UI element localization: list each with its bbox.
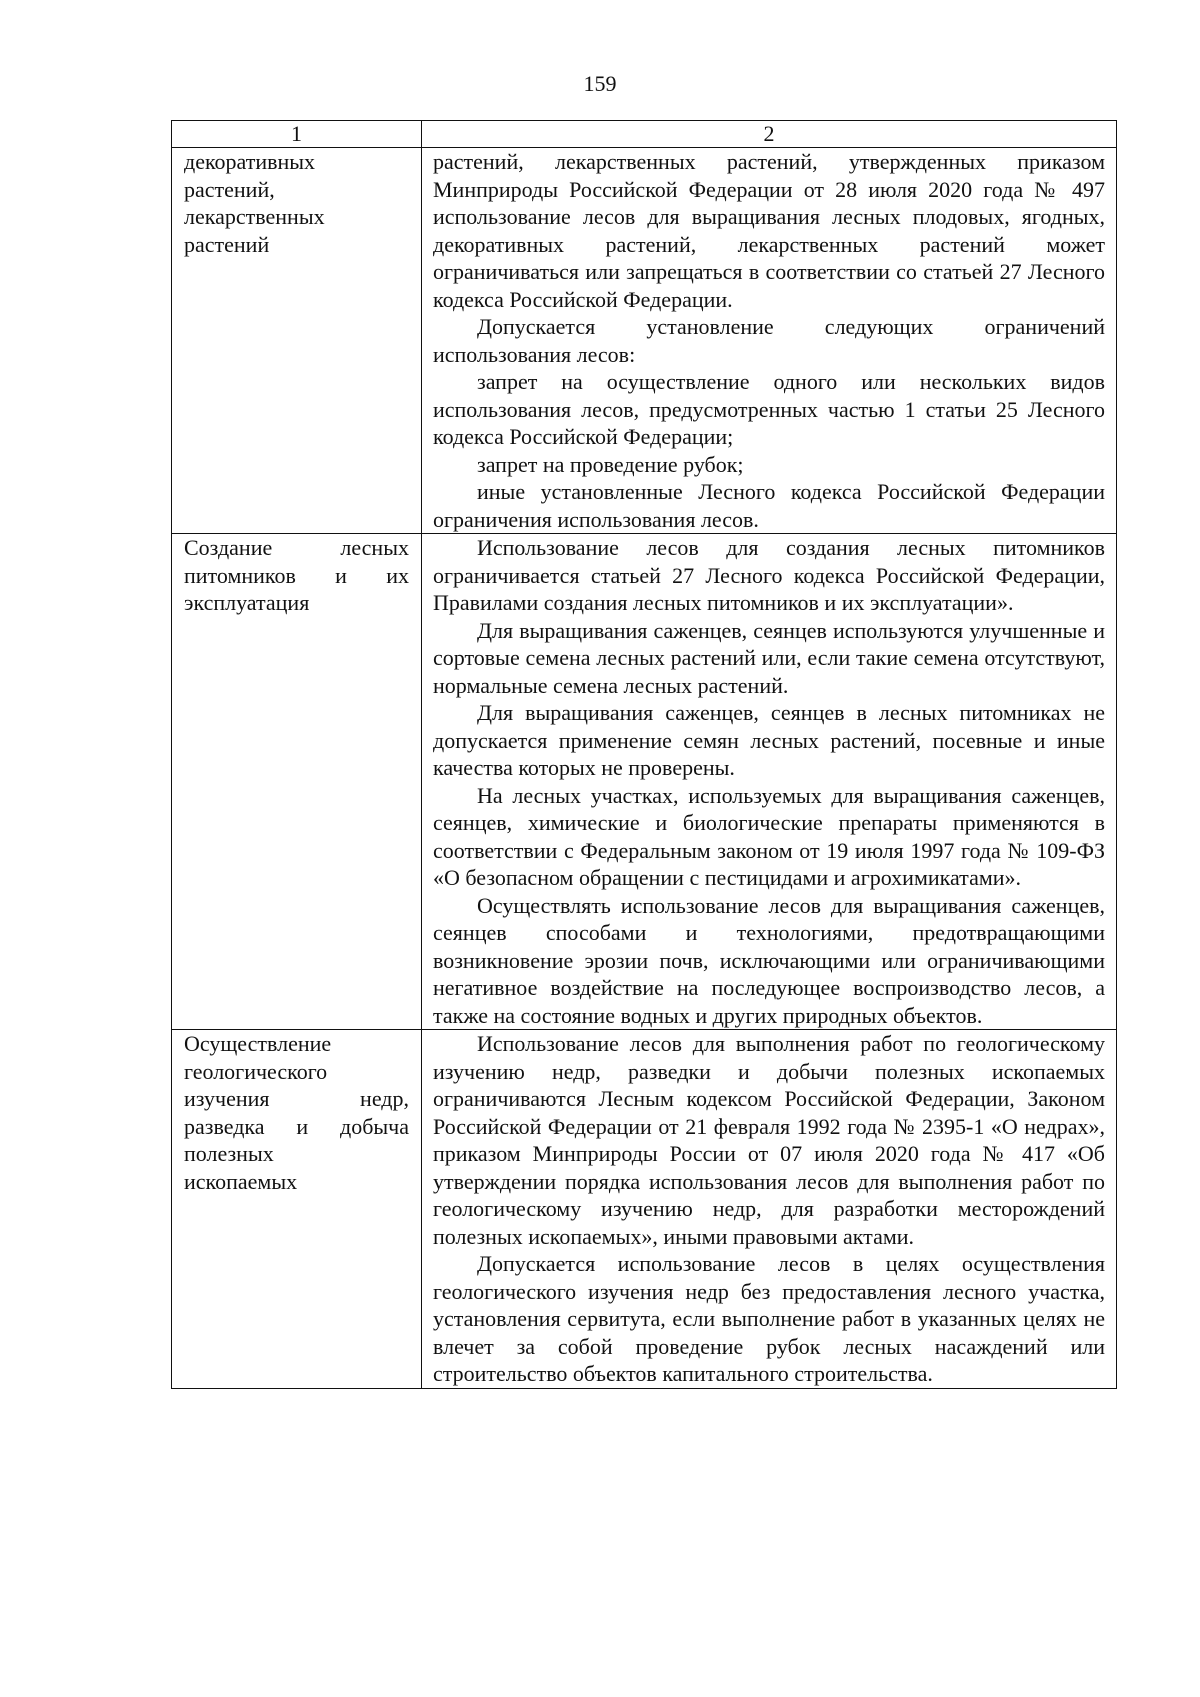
- restriction-paragraph: Допускается использование лесов в целях осуществления геологического изучения недр без предоставления лесного участка, установления сервитута, если выполнение работ в указанных целях не влечет за собой проведение рубок лесных насаждений или строительство объектов капитального строительства.: [433, 1251, 1105, 1386]
- column-number-2: 2: [422, 121, 1117, 148]
- restriction-paragraph: растений, лекарственных растений, утвержденных приказом Минприроды Российской Федерации от 28 июля 2020 года № 497 использование лесов для выращивания лесных плодовых, ягодных, декоративных растений, лекарственных растений может ограничиваться или запрещаться в соответствии со статьей 27 Лесного кодекса Российской Федерации.: [433, 149, 1105, 312]
- activity-type-line: питомников и их: [184, 562, 409, 588]
- activity-type-line: растений: [184, 231, 270, 257]
- activity-type-line: изучения недр,: [184, 1086, 409, 1111]
- document-table: [171, 120, 1117, 1389]
- activity-type-line: разведка и добыча: [184, 1113, 409, 1139]
- activity-type-line: лекарственных: [184, 204, 325, 229]
- activity-type-line: Осуществление: [184, 1031, 332, 1056]
- restriction-paragraph: иные установленные Лесного кодекса Российской Федерации ограничения использования лесов.: [433, 479, 1105, 532]
- restrictions-cell: [422, 534, 1117, 1030]
- column-number-1: 1: [172, 121, 422, 148]
- restriction-paragraph: Для выращивания саженцев, сеянцев в лесных питомниках не допускается применение семян лесных растений, посевные и иные качества которых не проверены.: [433, 700, 1105, 780]
- activity-type-line: растений,: [184, 176, 275, 202]
- restriction-paragraph: Допускается установление следующих ограничений использования лесов:: [433, 314, 1105, 367]
- restriction-paragraph: запрет на проведение рубок;: [477, 451, 744, 477]
- restriction-paragraph: запрет на осуществление одного или нескольких видов использования лесов, предусмотренных частью 1 статьи 25 Лесного кодекса Российской Федерации;: [433, 369, 1105, 449]
- activity-type-line: эксплуатация: [184, 590, 310, 615]
- restriction-paragraph: Использование лесов для выполнения работ по геологическому изучению недр, разведки и добычи полезных ископаемых ограничиваются Лесным кодексом Российской Федерации, Законом Российской Федерации от 21 февраля 1992 года № 2395-1 «О недрах», приказом Минприроды России от 07 июля 2020 года № 417 «Об утверждении порядка использования лесов для выполнения работ по геологическому изучению недр, для разработки месторождений полезных ископаемых», иными правовыми актами.: [433, 1031, 1105, 1249]
- activity-type-line: ископаемых: [184, 1168, 298, 1194]
- activity-type-line: декоративных: [184, 149, 316, 174]
- restriction-paragraph: Осуществлять использование лесов для выращивания саженцев, сеянцев способами и технологиями, предотвращающими возникновение эрозии почв, исключающими или ограничивающими негативное воздействие на последующее воспроизводство лесов, а также на состояние водных и других природных объектов.: [433, 892, 1105, 1028]
- restriction-paragraph: Использование лесов для создания лесных питомников ограничивается статьей 27 Лесного кодекса Российской Федерации, Правилами создания лесных питомников и их эксплуатации».: [433, 535, 1105, 615]
- activity-type-cell: [172, 1030, 422, 1389]
- activity-type-cell: [172, 534, 422, 1030]
- activity-type-line: геологического: [184, 1058, 328, 1084]
- table-row: [172, 148, 1117, 534]
- table-header-row: [172, 121, 1117, 148]
- restriction-paragraph: На лесных участках, используемых для выращивания саженцев, сеянцев, химические и биологические препараты применяются в соответствии с Федеральным законом от 19 июля 1997 года № 109-ФЗ «О безопасном обращении с пестицидами и агрохимикатами».: [433, 782, 1105, 890]
- activity-type-line: Создание лесных: [184, 535, 409, 560]
- table-row: [172, 1030, 1117, 1389]
- restrictions-cell: [422, 148, 1117, 534]
- page-number: 159: [583, 71, 617, 96]
- restriction-paragraph: Для выращивания саженцев, сеянцев используются улучшенные и сортовые семена лесных растений или, если такие семена отсутствуют, нормальные семена лесных растений.: [433, 617, 1105, 698]
- activity-type-cell: [172, 148, 422, 534]
- table-row: [172, 534, 1117, 1030]
- activity-type-line: полезных: [184, 1141, 274, 1166]
- restrictions-cell: [422, 1030, 1117, 1389]
